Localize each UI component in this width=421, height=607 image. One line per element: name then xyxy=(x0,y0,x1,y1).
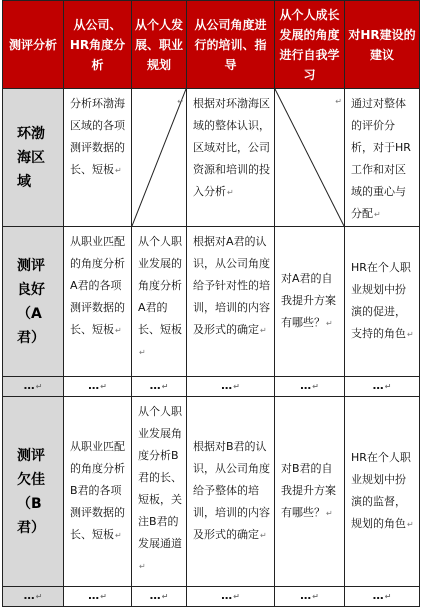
diagonal-slash xyxy=(275,89,344,226)
paragraph-mark-icon: ↵ xyxy=(326,509,333,518)
paragraph-mark-icon: ↵ xyxy=(407,330,414,339)
row-label-good-a: 测评良好（A君） xyxy=(3,227,64,377)
paragraph-mark-icon: ↵ xyxy=(384,592,392,601)
cell-bohai-company-hr: 分析环渤海区域的各项测评数据的长、短板↵ xyxy=(64,89,132,227)
paragraph-mark-icon: ↵ xyxy=(161,382,169,391)
paragraph-mark-icon: ↵ xyxy=(312,592,319,601)
ellipsis-cell: …↵ xyxy=(64,377,132,397)
paragraph-mark-icon: ↵ xyxy=(335,97,342,106)
cell-b-personal-career: 从个人职业发展角度分析B君的长、短板，关注B君的发展通道↵ xyxy=(132,397,187,587)
header-row xyxy=(3,1,420,89)
cell-bohai-company-training: 根据对环渤海区域的整体认识，区域对比，公司资源和培训的投入分析↵ xyxy=(187,89,275,227)
cell-a-company-training: 根据对A君的认识，从公司角度给予针对性的培训，培训的内容及形式的确定↵ xyxy=(187,227,275,377)
table-row-bohai-region xyxy=(3,89,420,227)
header-personal-career-plan: 从个人发展、职业规划 xyxy=(132,1,187,89)
paragraph-mark-icon: ↵ xyxy=(233,592,240,601)
paragraph-mark-icon: ↵ xyxy=(115,531,122,540)
row-label-poor-b: 测评欠佳（B君） xyxy=(3,397,64,587)
header-hr-suggestions: 对HR建设的建议 xyxy=(345,1,420,89)
cell-b-self-learning: 对B君的自我提升方案有哪些？↵ xyxy=(275,397,345,587)
ellipsis-cell: …↵ xyxy=(132,587,187,607)
paragraph-mark-icon: ↵ xyxy=(115,166,122,175)
ellipsis-cell: …↵ xyxy=(3,377,64,397)
cell-bohai-hr-suggestion: 通过对整体的评价分析，对于HR工作和对区域的重心与分配↵ xyxy=(345,89,420,227)
paragraph-mark-icon: ↵ xyxy=(35,382,43,391)
cell-b-company-hr: 从职业匹配的角度分析B君的各项测评数据的长、短板↵ xyxy=(64,397,132,587)
paragraph-mark-icon: ↵ xyxy=(233,382,240,391)
ellipsis-cell: …↵ xyxy=(3,587,64,607)
row-label-bohai-region: 环渤海区域 xyxy=(3,89,64,227)
table-row-ellipsis xyxy=(3,377,420,397)
paragraph-mark-icon: ↵ xyxy=(374,210,381,219)
ellipsis-cell: …↵ xyxy=(345,377,420,397)
paragraph-mark-icon: ↵ xyxy=(100,382,107,391)
ellipsis-cell: …↵ xyxy=(187,587,275,607)
paragraph-mark-icon: ↵ xyxy=(407,520,414,529)
table-row-poor-b xyxy=(3,397,420,587)
ellipsis-cell: …↵ xyxy=(345,587,420,607)
cell-b-hr-suggestion: HR在个人职业规划中扮演的监督，规划的角色↵ xyxy=(345,397,420,587)
paragraph-mark-icon: ↵ xyxy=(326,319,333,328)
ellipsis-cell: …↵ xyxy=(275,377,345,397)
evaluation-table-page xyxy=(2,0,419,602)
paragraph-mark-icon: ↵ xyxy=(177,97,184,106)
ellipsis-cell: …↵ xyxy=(187,377,275,397)
paragraph-mark-icon: ↵ xyxy=(115,326,122,335)
paragraph-mark-icon: ↵ xyxy=(100,592,107,601)
header-company-hr-perspective: 从公司、HR角度分析 xyxy=(64,1,132,89)
ellipsis-cell: …↵ xyxy=(275,587,345,607)
paragraph-mark-icon: ↵ xyxy=(139,348,146,357)
evaluation-analysis-table xyxy=(2,0,420,607)
paragraph-mark-icon: ↵ xyxy=(312,382,319,391)
paragraph-mark-icon: ↵ xyxy=(260,326,267,335)
header-company-training-guidance: 从公司角度进行的培训、指导 xyxy=(187,1,275,89)
paragraph-mark-icon: ↵ xyxy=(139,562,146,571)
ellipsis-cell: …↵ xyxy=(64,587,132,607)
cell-a-self-learning: 对A君的自我提升方案有哪些？↵ xyxy=(275,227,345,377)
header-evaluation-analysis: 测评分析 xyxy=(3,1,64,89)
cell-bohai-personal-empty xyxy=(132,89,187,227)
paragraph-mark-icon: ↵ xyxy=(384,382,392,391)
cell-b-company-training: 根据对B君的认识，从公司角度给予整体的培训，培训的内容及形式的确定↵ xyxy=(187,397,275,587)
paragraph-mark-icon: ↵ xyxy=(227,188,234,197)
cell-bohai-self-learning-empty xyxy=(275,89,345,227)
paragraph-mark-icon: ↵ xyxy=(161,592,169,601)
paragraph-mark-icon: ↵ xyxy=(260,531,267,540)
cell-a-hr-suggestion: HR在个人职业规划中扮演的促进，支持的角色↵ xyxy=(345,227,420,377)
cell-a-personal-career: 从个人职业发展的角度分析A君的长、短板↵ xyxy=(132,227,187,377)
table-row-good-a xyxy=(3,227,420,377)
header-self-learning: 从个人成长发展的角度进行自我学习 xyxy=(275,1,345,89)
paragraph-mark-icon: ↵ xyxy=(35,592,43,601)
ellipsis-cell: …↵ xyxy=(132,377,187,397)
cell-a-company-hr: 从职业匹配的角度分析A君的各项测评数据的长、短板↵ xyxy=(64,227,132,377)
